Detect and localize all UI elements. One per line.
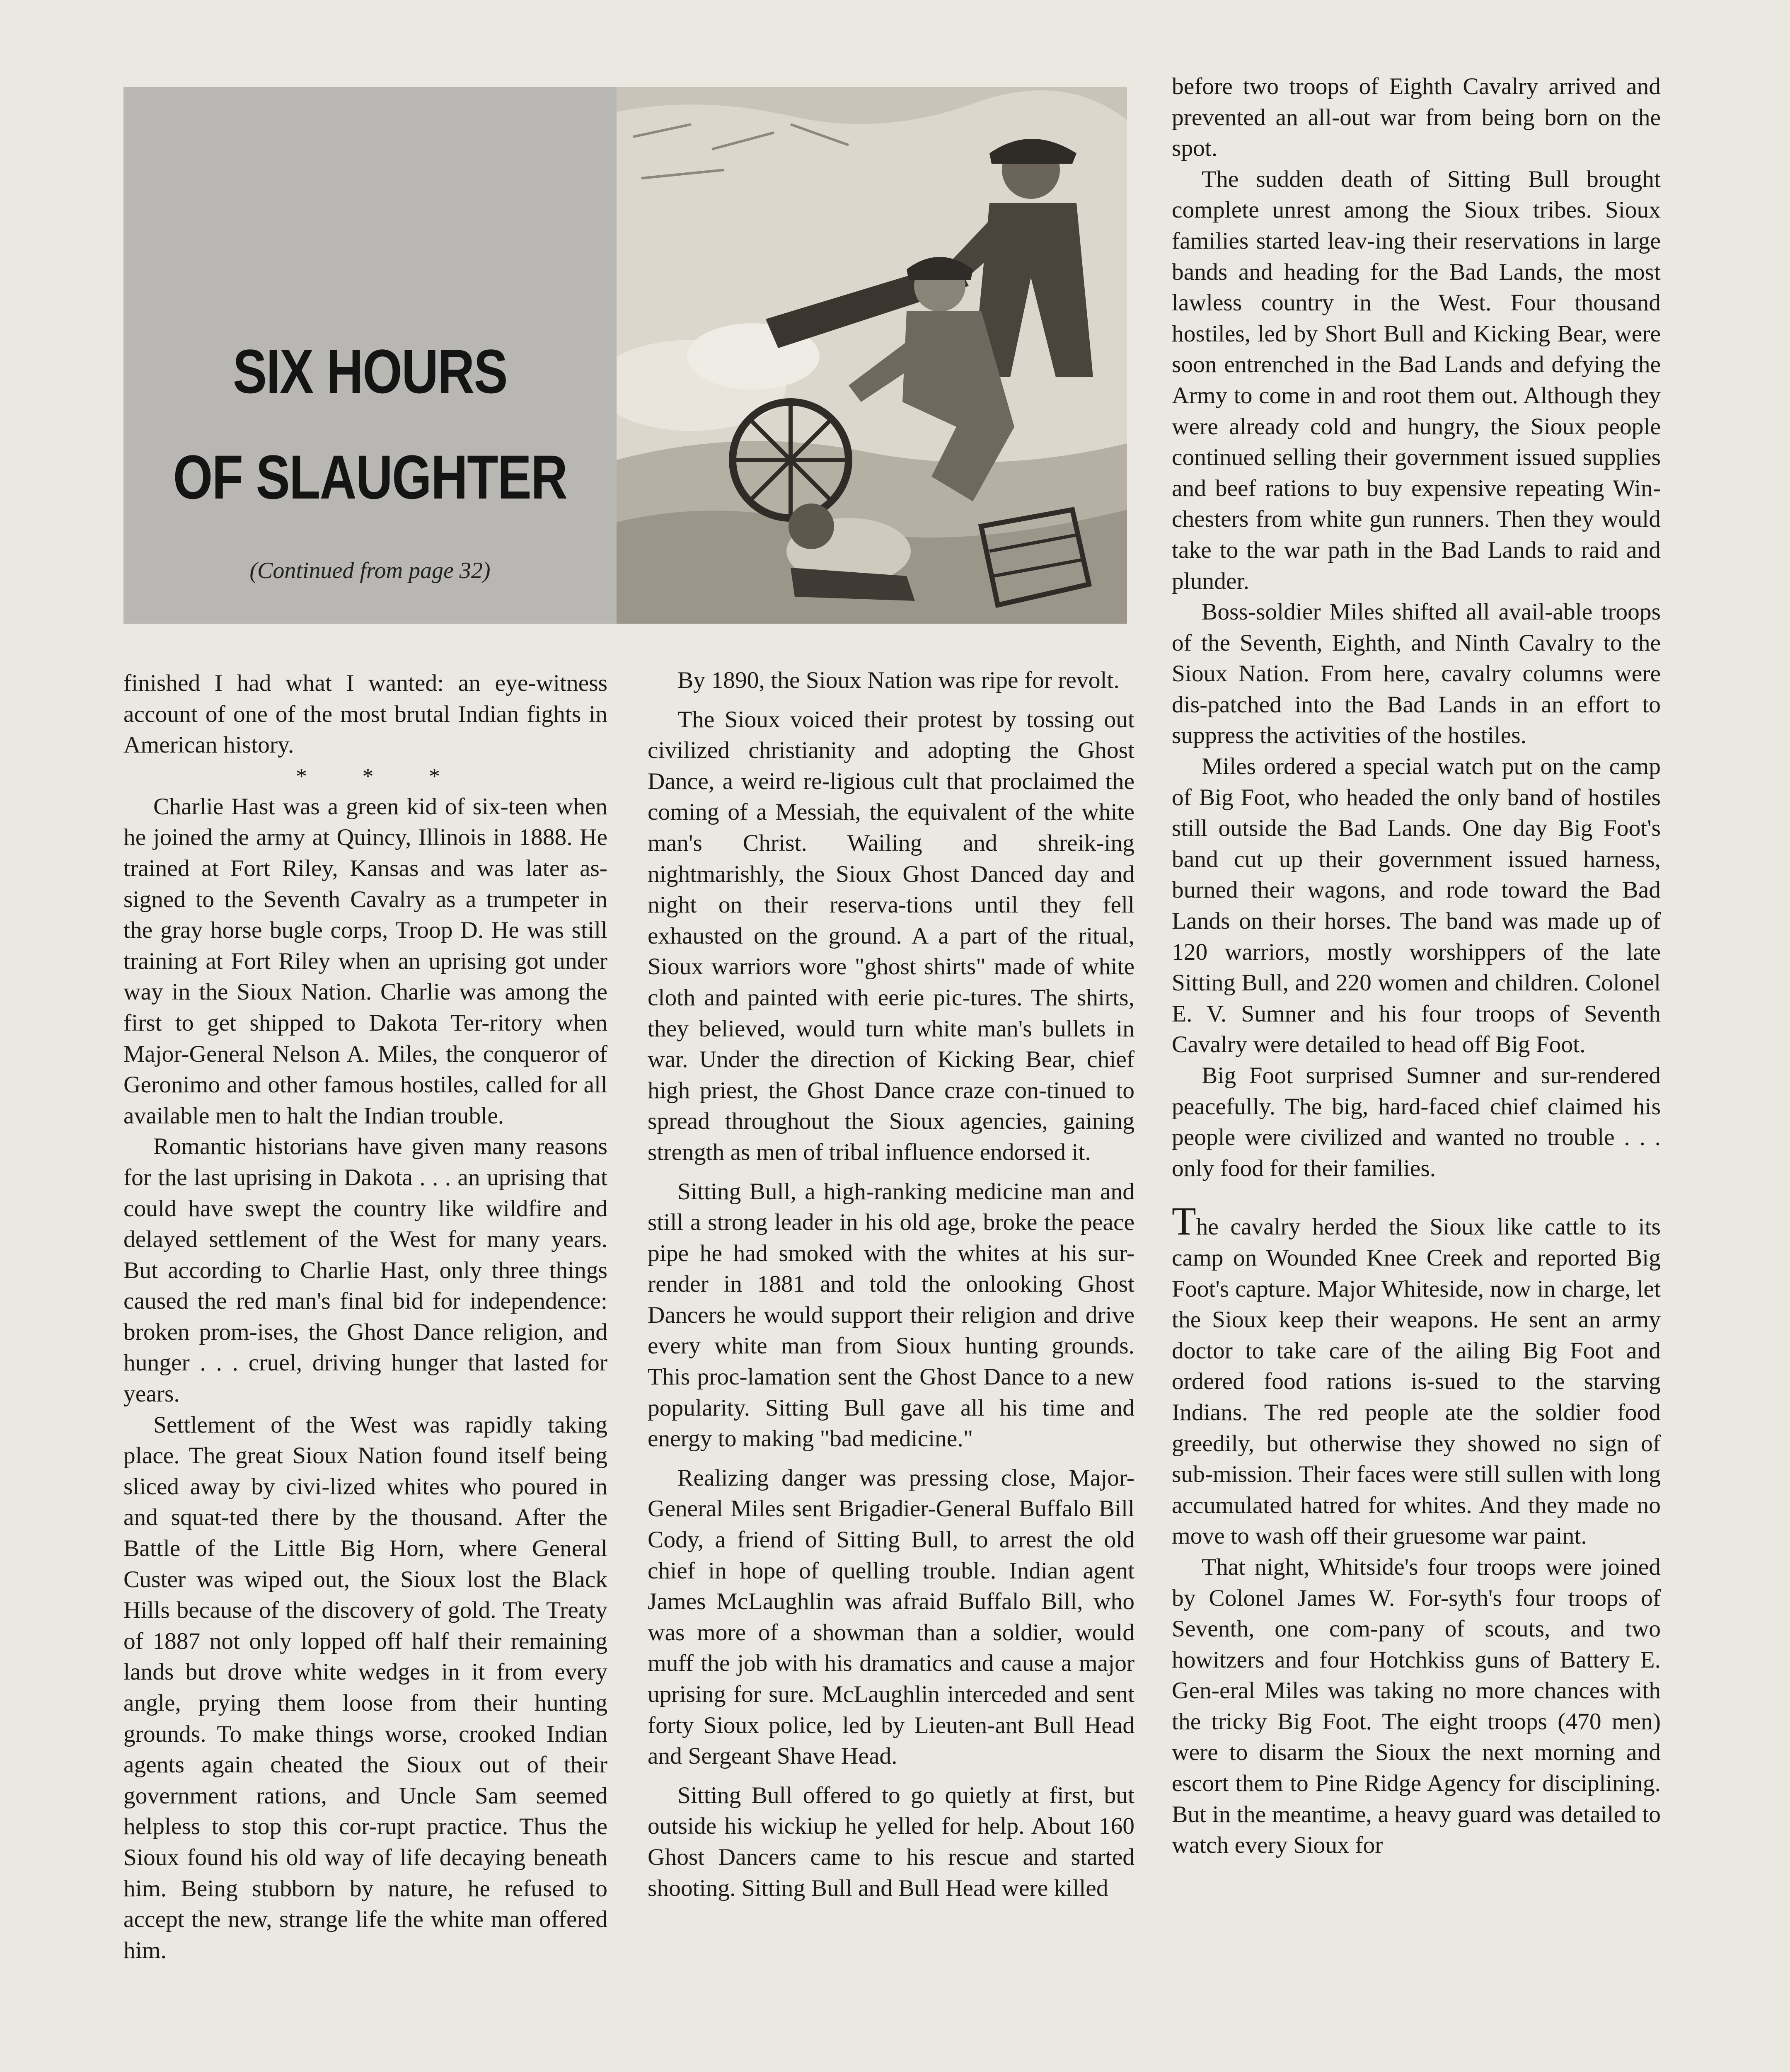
illustration-drawing xyxy=(617,87,1127,624)
paragraph: Boss-soldier Miles shifted all avail-able troops of the Seventh, Eighth, and Ninth Cavalry to the Sioux Nation. From here, cavalry columns were dis-patched into the Bad Lands in an effort to suppress the activities of the hostiles. xyxy=(1172,599,1661,749)
paragraph: That night, Whitside's four troops were joined by Colonel James W. For-syth's four troops of Seventh, one com-pany of scouts, and two howitzers and four Hotchkiss guns of Battery E. Gen-eral Miles was taking no more chances with the tricky Big Foot. The eight troops (470 men) were to disarm the Sioux the next morning and escort them to Pine Ridge Agency for disciplining. But in the meantime, a heavy guard was detailed to watch every Sioux for xyxy=(1172,1554,1661,1859)
paragraph: The Sioux voiced their protest by tossing out civilized christianity and adopting the Ghost Dance, a weird re-ligious cult that proclaimed the coming of a Messiah, the equivalent of the white man's Christ. Wailing and shreik-ing nightmarishly, the Sioux Ghost Danced day and night on their reserva-tions until they fell exhausted on the ground. A a part of the ritual, Sioux warriors wore "ghost shirts" made of white cloth and painted with eerie pic-tures. The shirts, they believed, would turn white man's bullets in war. Under the direction of Kicking Bear, chief high priest, the Ghost Dance craze con-tinued to spread throughout the Sioux agencies, gaining strength as men of tribal influence endorsed it. xyxy=(648,706,1134,1165)
continued-from-note: (Continued from page 32) xyxy=(249,558,491,583)
paragraph-text: he cavalry herded the Sioux like cattle to its camp on Wounded Knee Creek and reported Big Foot's capture. Major Whiteside, now in charge, let the Sioux keep their weapons. He sent an army doctor to take care of the ailing Big Foot and ordered food rations is-sued to the starving Indians. The red people ate the soldier food greedily, but otherwise they showed no sign of sub-mission. Their faces were still sullen with long accumulated hatred for whites. And they made no move to wash off their gruesome war paint. xyxy=(1172,1214,1661,1549)
paragraph: Realizing danger was pressing close, Major-General Miles sent Brigadier-General Buffalo Bill Cody, a friend of Sitting Bull, to arrest the old chief in hope of quelling trouble. Indian agent James McLaughlin was afraid Buffalo Bill, who was more of a showman than a soldier, would muff the job with his dramatics and cause a major uprising for sure. McLaughlin interceded and sent forty Sioux police, led by Lieuten-ant Bull Head and Sergeant Shave Head. xyxy=(648,1464,1134,1769)
paragraph: finished I had what I wanted: an eye-witness account of one of the most brutal Indian fights in American history. xyxy=(123,670,607,758)
text-column-1 xyxy=(123,668,607,1966)
paragraph: Sitting Bull offered to go quietly at first, but outside his wickiup he yelled for help. About 160 Ghost Dancers came to his rescue and started shooting. Sitting Bull and Bull Head were killed xyxy=(648,1782,1134,1901)
cavalry-gunners-illustration-icon xyxy=(617,87,1127,624)
paragraph: Big Foot surprised Sumner and sur-rendered peacefully. The big, hard-faced chief claimed his people were civilized and wanted no trouble . . . only food for their families. xyxy=(1172,1063,1661,1181)
text-column-2 xyxy=(648,665,1134,1904)
paragraph: Charlie Hast was a green kid of six-teen when he joined the army at Quincy, Illinois in 1888. He trained at Fort Riley, Kansas and was later as-signed to the Seventh Cavalry as a trumpeter in the gray horse bugle corps, Troop D. He was still training at Fort Riley when an uprising got under way in the Sioux Nation. Charlie was among the first to get shipped to Dakota Ter-ritory when Major-General Nelson A. Miles, the conqueror of Geronimo and other famous hostiles, called for all available men to halt the Indian trouble. xyxy=(123,793,607,1129)
article-title-line-1: SIX HOURS xyxy=(233,336,507,406)
title-panel xyxy=(123,87,617,624)
paragraph: Sitting Bull, a high-ranking medicine man and still a strong leader in his old age, broke the peace pipe he had smoked with the whites at his sur-render in 1881 and told the onlooking Ghost Dancers he would support their religion and drive every white man from Sioux hunting grounds. This proc-lamation sent the Ghost Dance to a new popularity. Sitting Bull gave all his time and energy to making "bad medicine." xyxy=(648,1178,1134,1452)
paragraph: Settlement of the West was rapidly taking place. The great Sioux Nation found itself being sliced away by civi-lized whites who poured in and squat-ted there by the thousand. After the Battle of the Little Big Horn, where General Custer was wiped out, the Sioux lost the Black Hills because of the discovery of gold. The Treaty of 1887 not only lopped off half their remaining lands but drove white wedges in it from every angle, prying them loose from their hunting grounds. To make things worse, crooked Indian agents again cheated the Sioux out of their government rations, and Uncle Sam seemed helpless to stop this cor-rupt practice. Thus the Sioux found his old way of life decaying beneath him. Being stubborn by nature, he refused to accept the new, strange life the white man offered him. xyxy=(123,1411,607,1963)
text-column-3 xyxy=(1172,71,1661,1861)
paragraph: By 1890, the Sioux Nation was ripe for revolt. xyxy=(677,667,1120,693)
paragraph-with-dropcap xyxy=(1172,1199,1661,1552)
paragraph: The sudden death of Sitting Bull brought complete unrest among the Sioux tribes. Sioux families started leav-ing their reservations in large bands and heading for the Bad Lands, the most lawless country in the West. Four thousand hostiles, led by Short Bull and Kicking Bear, were soon entrenched in the Bad Lands and defying the Army to come in and root them out. Although they were already cold and hungry, the Sioux people continued selling their government issued supplies and beef rations to buy expensive repeating Win-chesters from white gun runners. Then they would take to the war path in the Bad Lands to raid and plunder. xyxy=(1172,166,1661,594)
article-title-line-2: OF SLAUGHTER xyxy=(173,442,567,512)
section-break: * * * xyxy=(296,763,465,789)
paragraph: before two troops of Eighth Cavalry arrived and prevented an all-out war from being born on the spot. xyxy=(1172,73,1661,162)
drop-cap: T xyxy=(1172,1199,1196,1244)
paragraph: Miles ordered a special watch put on the camp of Big Foot, who headed the only band of hostiles still outside the Bad Lands. One day Big Foot's band cut up their government issued harness, burned their wagons, and rode toward the Bad Lands on their horses. The band was made up of 120 warriors, mostly worshippers of the late Sitting Bull, and 220 women and children. Colonel E. V. Sumner and his four troops of Seventh Cavalry were detailed to head off Big Foot. xyxy=(1172,753,1661,1058)
paragraph: Romantic historians have given many reasons for the last uprising in Dakota . . . an uprising that could have swept the country like wildfire and delayed settlement of the West for many years. But according to Charlie Hast, only three things caused the red man's final bid for independence: broken prom-ises, the Ghost Dance religion, and hunger . . . cruel, driving hunger that lasted for years. xyxy=(123,1133,607,1407)
